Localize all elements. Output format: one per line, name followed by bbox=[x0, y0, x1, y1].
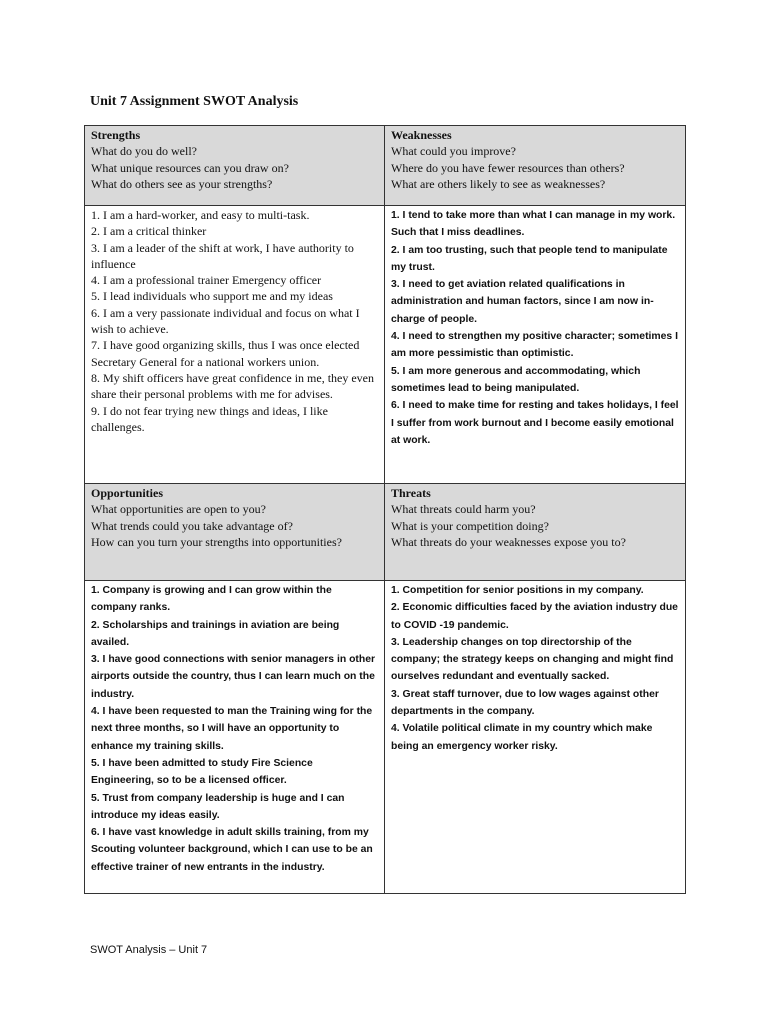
strengths-question: What unique resources can you draw on? bbox=[91, 160, 289, 175]
strength-item: 3. I am a leader of the shift at work, I have authority to influence bbox=[91, 240, 354, 271]
weaknesses-header-cell bbox=[385, 126, 686, 206]
threat-item: 4. Volatile political climate in my country which make being an emergency worker risky. bbox=[391, 723, 653, 752]
threats-list-cell bbox=[385, 581, 686, 894]
threat-item: 3. Great staff turnover, due to low wages against other departments in the company. bbox=[391, 688, 659, 718]
weakness-item: 5. I am more generous and accommodating, which sometimes lead to being manipulated. bbox=[391, 365, 641, 394]
strengths-question: What do you do well? bbox=[91, 144, 197, 159]
weakness-item: 6. I need to make time for resting and takes holidays, I feel I suffer from work burnout and I become easily emotional at work. bbox=[391, 400, 679, 446]
opportunity-item: 4. I have been requested to man the Training wing for the next three months, so I will have an opportunity to enhance my training skills. bbox=[91, 706, 373, 752]
opportunity-item: 2. Scholarships and trainings in aviation are being availed. bbox=[91, 619, 340, 648]
document-title: Unit 7 Assignment SWOT Analysis bbox=[90, 94, 299, 109]
opportunity-item: 5. I have been admitted to study Fire Science Engineering, so to be a licensed officer. bbox=[91, 757, 313, 787]
threat-item: 3. Leadership changes on top directorship of the company; the strategy keeps on changing and might find ourselves redundant and eventually sacked. bbox=[391, 636, 674, 683]
strength-item: 6. I am a very passionate individual and focus on what I wish to achieve. bbox=[91, 305, 360, 337]
weaknesses-title: Weaknesses bbox=[391, 128, 452, 142]
weaknesses-question: What are others likely to see as weaknesses? bbox=[391, 176, 606, 191]
opportunity-item: 1. Company is growing and I can grow within the company ranks. bbox=[91, 585, 332, 614]
opportunity-item: 3. I have good connections with senior managers in other airports outside the country, thus I can learn much on the industry. bbox=[91, 654, 376, 700]
opportunities-question: What opportunities are open to you? bbox=[91, 502, 266, 517]
strength-item: 1. I am a hard-worker, and easy to multi-task. bbox=[91, 208, 310, 222]
weakness-item: 2. I am too trusting, such that people tend to manipulate my trust. bbox=[391, 244, 668, 273]
opportunity-item: 6. I have vast knowledge in adult skills training, from my Scouting volunteer background, which I can use to be an effective trainer of new entrants in the industry. bbox=[91, 827, 373, 873]
strength-item: 2. I am a critical thinker bbox=[91, 224, 207, 239]
opportunities-question: How can you turn your strengths into opportunities? bbox=[91, 534, 342, 549]
weakness-item: 3. I need to get aviation related qualifications in administration and human factors, since I am now in-charge of people. bbox=[391, 279, 654, 325]
threats-header-cell bbox=[385, 484, 686, 581]
swot-body-row-internal bbox=[85, 206, 686, 484]
weakness-item: 1. I tend to take more than what I can manage in my work. Such that I miss deadlines. bbox=[391, 210, 676, 239]
strength-item: 5. I lead individuals who support me and my ideas bbox=[91, 289, 333, 304]
weaknesses-question: Where do you have fewer resources than others? bbox=[391, 160, 625, 175]
weaknesses-list-cell bbox=[385, 206, 686, 484]
strengths-header-cell bbox=[85, 126, 385, 206]
weakness-item: 4. I need to strengthen my positive character; sometimes I am more pessimistic than optimistic. bbox=[391, 331, 678, 360]
swot-body-row-external bbox=[85, 581, 686, 894]
strength-item: 8. My shift officers have great confidence in me, they even share their personal problems with me for advises. bbox=[91, 370, 375, 402]
strength-item: 4. I am a professional trainer Emergency officer bbox=[91, 273, 322, 288]
strengths-title: Strengths bbox=[91, 128, 141, 142]
swot-header-row-external bbox=[85, 484, 686, 581]
strength-item: 9. I do not fear trying new things and ideas, I like challenges. bbox=[91, 403, 328, 434]
threats-title: Threats bbox=[391, 486, 431, 500]
opportunities-question: What trends could you take advantage of? bbox=[91, 518, 293, 533]
opportunities-header-cell bbox=[85, 484, 385, 581]
threats-question: What is your competition doing? bbox=[391, 518, 549, 533]
threats-question: What threats could harm you? bbox=[391, 502, 536, 517]
threat-item: 2. Economic difficulties faced by the aviation industry due to COVID -19 pandemic. bbox=[391, 602, 678, 631]
swot-header-row-internal bbox=[85, 126, 686, 206]
threats-question: What threats do your weaknesses expose you to? bbox=[391, 534, 626, 549]
opportunities-title: Opportunities bbox=[91, 486, 164, 500]
strengths-list-cell bbox=[85, 206, 385, 484]
threat-item: 1. Competition for senior positions in my company. bbox=[391, 585, 644, 596]
opportunity-item: 5. Trust from company leadership is huge and I can introduce my ideas easily. bbox=[91, 792, 345, 821]
strengths-question: What do others see as your strengths? bbox=[91, 176, 273, 191]
opportunities-list-cell bbox=[85, 581, 385, 894]
page-footer: SWOT Analysis – Unit 7 bbox=[90, 944, 208, 956]
strength-item: 7. I have good organizing skills, thus I was once elected Secretary General for a national workers union. bbox=[91, 338, 360, 369]
swot-table bbox=[84, 125, 686, 894]
weaknesses-question: What could you improve? bbox=[391, 144, 516, 159]
